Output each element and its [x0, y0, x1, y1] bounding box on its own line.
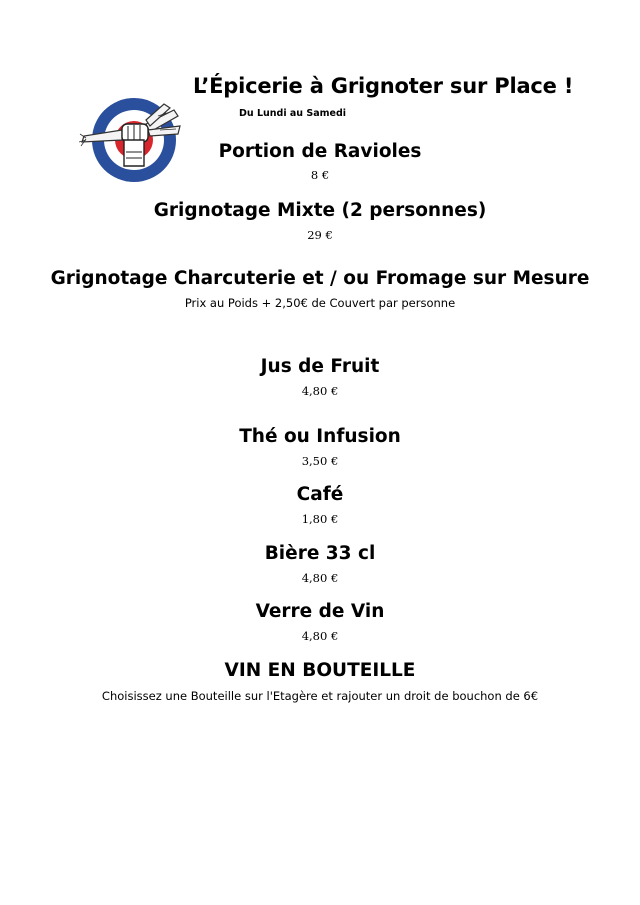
drink-item-name: Bière 33 cl [264, 543, 376, 564]
menu-item-name: Grignotage Charcuterie et / ou Fromage sur Mesure [50, 268, 590, 289]
drink-item-name: Verre de Vin [255, 601, 385, 622]
drink-item-price: 4,80 € [301, 384, 339, 398]
menu-item-note: Prix au Poids + 2,50€ de Couvert par personne [184, 296, 456, 310]
opening-days: Du Lundi au Samedi [239, 108, 347, 119]
drink-item-price: 4,80 € [301, 629, 339, 643]
drink-item-price: 4,80 € [301, 571, 339, 585]
menu-item-price: 29 € [307, 228, 333, 242]
page-title: L’Épicerie à Grignoter sur Place ! [193, 74, 574, 98]
wine-bottle-note: Choisissez une Bouteille sur l'Etagère et rajouter un droit de bouchon de 6€ [101, 689, 539, 703]
drink-item-price: 3,50 € [301, 454, 339, 468]
menu-item-price: 8 € [310, 168, 330, 182]
drink-item-name: Jus de Fruit [260, 356, 380, 377]
drink-item-price: 1,80 € [301, 512, 339, 526]
menu-item-name: Grignotage Mixte (2 personnes) [153, 200, 487, 221]
drink-item-name: Thé ou Infusion [239, 426, 401, 447]
menu-item-name: Portion de Ravioles [218, 141, 422, 162]
wine-bottle-heading: VIN EN BOUTEILLE [224, 660, 416, 681]
drink-item-name: Café [296, 484, 344, 505]
